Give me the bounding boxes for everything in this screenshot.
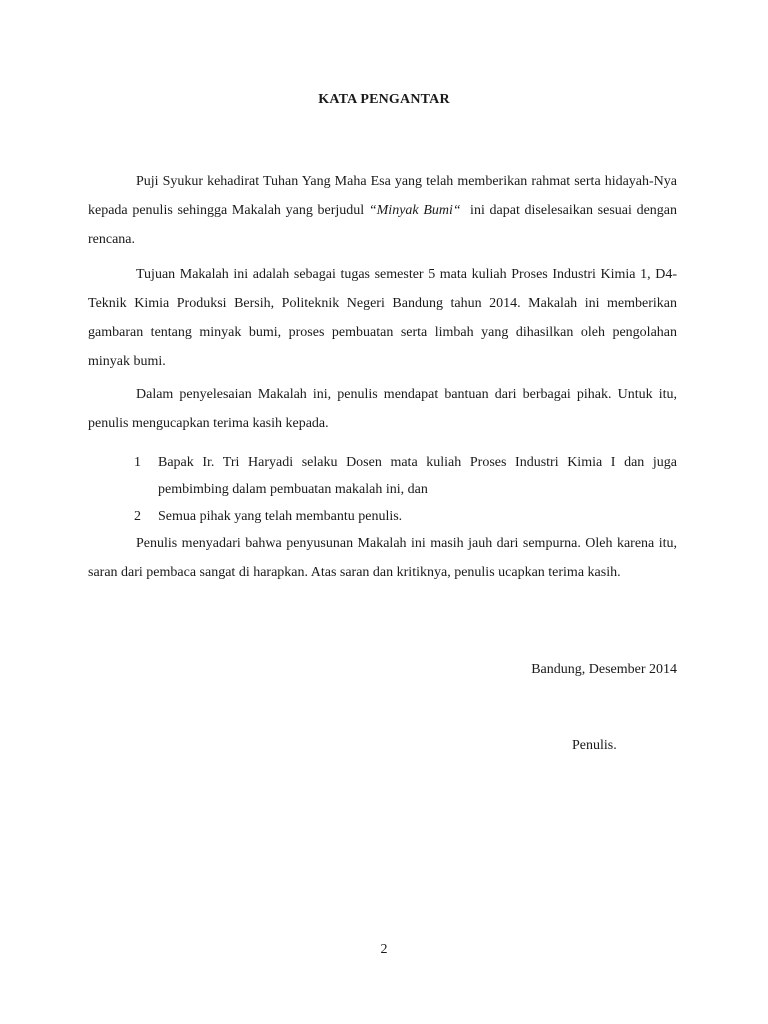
paragraph-acknowledgement-text: Dalam penyelesaian Makalah ini, penulis mendapat bantuan dari berbagai pihak. Untuk itu, penulis mengucapkan terima kasih kepada. bbox=[88, 387, 677, 431]
paragraph-purpose bbox=[88, 260, 677, 376]
paper-title-italic: “Minyak Bumi“ bbox=[368, 203, 461, 218]
paragraph-opening-text-end: ini dapat diselesaikan sesuai dengan rencana. bbox=[88, 203, 681, 247]
list-item-number: 1 bbox=[134, 455, 141, 470]
paragraph-opening-text: Puji Syukur kehadirat Tuhan Yang Maha Esa yang telah memberikan rahmat serta hidayah-Nya kepada penulis sehingga Makalah yang berjudul bbox=[88, 174, 677, 218]
paragraph-closing bbox=[88, 529, 677, 587]
acknowledgement-list bbox=[134, 449, 677, 530]
paragraph-closing-text: Penulis menyadari bahwa penyusunan Makalah ini masih jauh dari sempurna. Oleh karena itu, saran dari pembaca sangat di harapkan. Atas saran dan kritiknya, penulis ucapkan terima kasih. bbox=[88, 536, 677, 580]
paragraph-opening bbox=[88, 167, 681, 254]
paragraph-acknowledgement bbox=[88, 380, 677, 438]
list-item-text: Bapak Ir. Tri Haryadi selaku Dosen mata kuliah Proses Industri Kimia I dan juga pembimbing dalam pembuatan makalah ini, dan bbox=[158, 455, 677, 497]
list-item-number: 2 bbox=[134, 509, 141, 524]
signoff-author: Penulis. bbox=[572, 738, 617, 753]
paragraph-purpose-text: Tujuan Makalah ini adalah sebagai tugas semester 5 mata kuliah Proses Industri Kimia 1, D4-Teknik Kimia Produksi Bersih, Politeknik Negeri Bandung tahun 2014. Makalah ini memberikan gambaran tentang minyak bumi, proses pembuatan serta limbah yang dihasilkan oleh pengolahan minyak bumi. bbox=[88, 267, 677, 369]
signoff-place-date: Bandung, Desember 2014 bbox=[531, 662, 677, 677]
list-item bbox=[134, 449, 677, 503]
list-item-text: Semua pihak yang telah membantu penulis. bbox=[158, 509, 403, 524]
list-item bbox=[134, 503, 677, 530]
page-number: 2 bbox=[380, 942, 388, 957]
page-title: KATA PENGANTAR bbox=[318, 92, 450, 107]
